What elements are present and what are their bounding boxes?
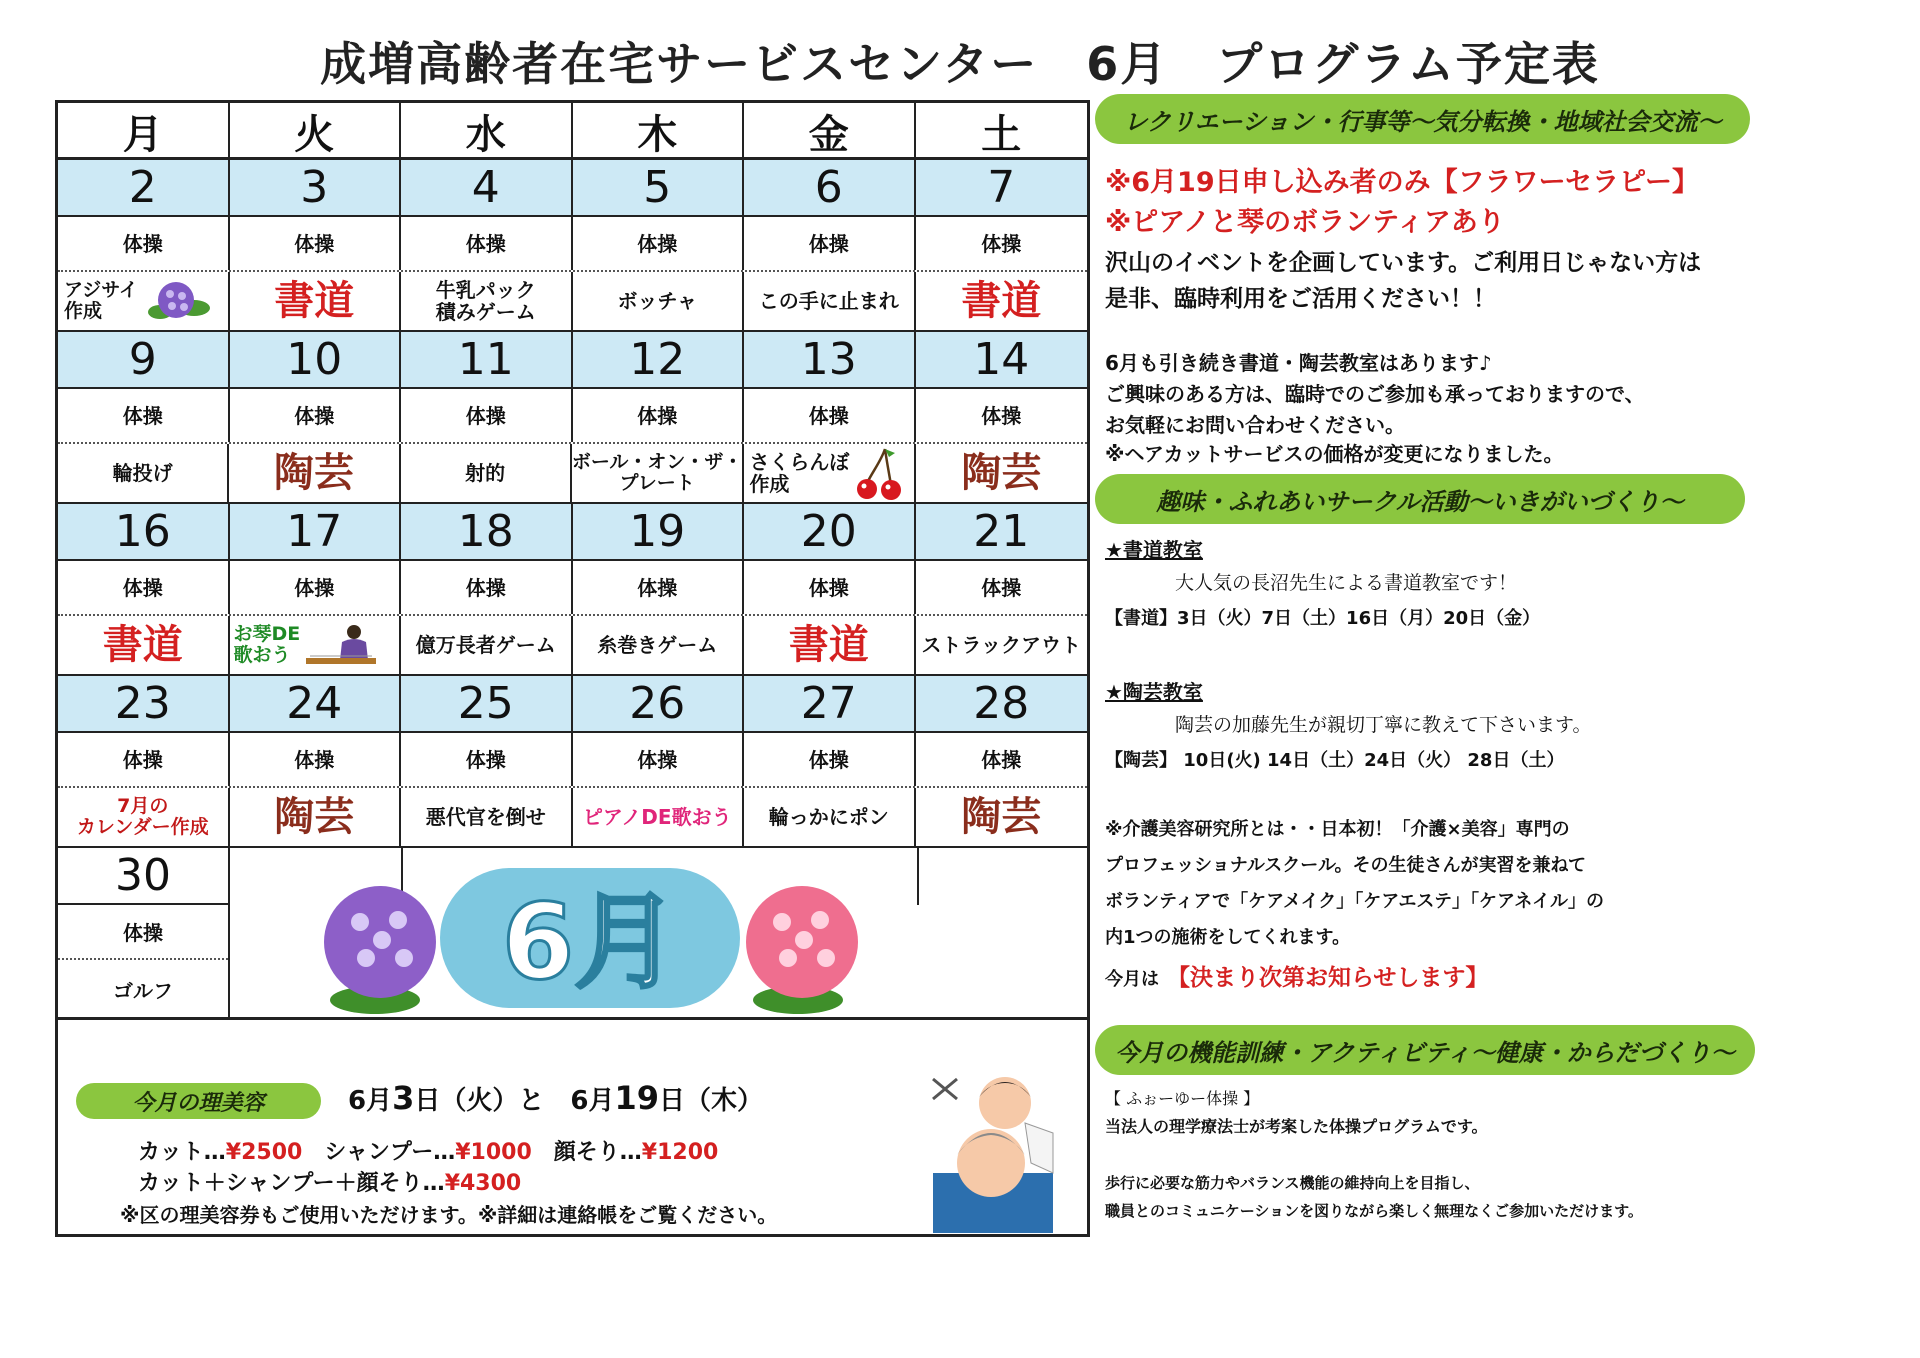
shodo-desc: 大人気の長沼先生による書道教室です！ <box>1175 572 1518 594</box>
info-text: 沢山のイベントを企画しています。ご利用日じゃない方は <box>1105 250 1702 276</box>
week-row <box>58 676 1087 848</box>
barber-illustration <box>913 1063 1073 1233</box>
exercise-cell: 体操 <box>573 561 745 614</box>
activity-cell: 陶芸 <box>229 444 400 502</box>
info-text: ※ヘアカットサービスの価格が変更になりました。 <box>1105 442 1564 466</box>
week-row <box>58 504 1087 676</box>
info-text: ※介護美容研究所とは・・日本初！「介護×美容」専門の <box>1105 819 1570 840</box>
toge-desc: 陶芸の加藤先生が親切丁寧に教えて下さいます。 <box>1175 714 1592 736</box>
date-cell: 11 <box>401 332 573 387</box>
activity-cell: ボール・オン・ザ・ プレート <box>572 444 745 502</box>
exercise-cell: 体操 <box>744 561 916 614</box>
salon-date-text: 日（火）と 6月 <box>414 1086 615 1116</box>
hydrangea-icon <box>142 278 212 324</box>
date-cell: 7 <box>987 162 1016 213</box>
info-text: 当法人の理学療法士が考案した体操プログラムです。 <box>1105 1117 1488 1136</box>
june-banner-text: 6月 <box>501 881 679 1003</box>
salon-note: ※区の理美容券もご使用いただけます。※詳細は連絡帳をご覧ください。 <box>120 1203 778 1227</box>
activity-cell: 牛乳パック 積みゲーム <box>401 272 573 330</box>
info-text: 【 ふぉーゆー体操 】 <box>1105 1089 1260 1108</box>
activity-cell: 書道 <box>230 272 402 330</box>
exercise-cell: 体操 <box>401 561 573 614</box>
date-cell: 14 <box>973 334 1030 385</box>
activity-cell: 射的 <box>401 444 572 502</box>
activity-cell: ピアノDE歌おう <box>573 788 745 846</box>
date-cell: 6 <box>744 160 916 215</box>
activity-cell: ストラックアウト <box>921 633 1082 657</box>
date-cell: 18 <box>401 504 573 559</box>
date-cell: 12 <box>573 332 745 387</box>
exercise-cell: 体操 <box>58 389 230 442</box>
price-item: シャンプー… <box>302 1140 456 1165</box>
cherry-icon <box>851 445 907 501</box>
activity-cell <box>230 616 402 674</box>
exercise-cell: 体操 <box>58 217 230 270</box>
price-list <box>138 1137 718 1199</box>
exercise-cell: 体操 <box>573 389 745 442</box>
exercise-cell: 体操 <box>401 389 573 442</box>
date-cell: 10 <box>230 332 402 387</box>
page-title: 成増高齢者在宅サービスセンター 6月 プログラム予定表 <box>320 37 1600 91</box>
salon-date-text: 日（木） <box>658 1086 763 1116</box>
exercise-cell: 体操 <box>58 733 230 786</box>
date-cell: 19 <box>573 504 745 559</box>
info-text: 是非、臨時利用をご活用ください！！ <box>1105 286 1496 312</box>
section-recreation-label: レクリエーション・行事等～気分転換・地域社会交流～ <box>1095 94 1750 144</box>
date-cell: 24 <box>230 676 402 731</box>
date-cell: 20 <box>744 504 916 559</box>
date-cell: 28 <box>973 678 1030 729</box>
activity-cell: 億万長者ゲーム <box>401 616 573 674</box>
activity-cell: 陶芸 <box>961 449 1042 496</box>
week-row <box>58 332 1087 504</box>
activity-cell: 陶芸 <box>230 788 402 846</box>
toge-title: ★陶芸教室 <box>1105 680 1203 704</box>
activity-cell: 7月の カレンダー作成 <box>58 788 230 846</box>
activity-cell: 糸巻きゲーム <box>573 616 745 674</box>
date-cell: 16 <box>58 504 230 559</box>
date-cell: 5 <box>573 160 745 215</box>
activity-label: さくらんぼ 作成 <box>749 450 850 496</box>
date-cell: 4 <box>401 160 573 215</box>
info-text: ご興味のある方は、臨時でのご参加も承っておりますので、 <box>1105 382 1645 406</box>
info-text-highlight: 【決まり次第お知らせします】 <box>1167 965 1489 991</box>
june-banner-illustration <box>320 850 920 1030</box>
date-cell: 27 <box>744 676 916 731</box>
info-text: 歩行に必要な筋力やバランス機能の維持向上を目指し、 <box>1105 1174 1480 1192</box>
exercise-cell: 体操 <box>401 217 573 270</box>
price-item: カット＋シャンプー＋顔そり… <box>138 1171 445 1196</box>
section-hobby-label: 趣味・ふれあいサークル活動～いきがいづくり～ <box>1095 474 1745 524</box>
info-text: 6月も引き続き書道・陶芸教室はあります♪ <box>1105 351 1492 375</box>
salon-date-number: 3 <box>392 1079 415 1117</box>
salon-dates <box>348 1079 763 1117</box>
date-cell: 23 <box>58 676 230 731</box>
activity-cell <box>58 272 230 330</box>
salon-date-number: 19 <box>614 1079 659 1117</box>
week-row <box>58 160 1087 332</box>
exercise-cell: 体操 <box>981 231 1022 256</box>
notice-red: ※ピアノと琴のボランティアあり <box>1105 207 1505 238</box>
date-cell: 13 <box>744 332 916 387</box>
activity-cell: この手に止まれ <box>744 272 916 330</box>
activity-cell: 輪っかにポン <box>744 788 916 846</box>
price-value: ¥4300 <box>444 1171 522 1196</box>
activity-cell: ボッチャ <box>573 272 745 330</box>
exercise-cell: 体操 <box>981 403 1022 428</box>
date-cell: 25 <box>401 676 573 731</box>
shodo-title: ★書道教室 <box>1105 538 1203 562</box>
exercise-cell: 体操 <box>573 733 745 786</box>
date-cell: 17 <box>230 504 402 559</box>
exercise-cell: 体操 <box>981 575 1022 600</box>
date-cell: 3 <box>230 160 402 215</box>
weekday-tue: 火 <box>230 103 402 160</box>
activity-cell: 書道 <box>961 277 1042 324</box>
shodo-dates: 【書道】3日（火）7日（土）16日（月）20日（金） <box>1105 608 1541 629</box>
price-line <box>138 1168 718 1199</box>
salon-date-text: 6月 <box>348 1086 393 1116</box>
weekday-header <box>58 103 1087 160</box>
date-cell: 30 <box>58 848 228 905</box>
info-column <box>1095 0 1905 1358</box>
calendar <box>55 100 1090 1237</box>
price-item: カット… <box>138 1140 226 1165</box>
price-value: ¥1200 <box>641 1140 719 1165</box>
price-value: ¥2500 <box>225 1140 303 1165</box>
info-text: お気軽にお問い合わせください。 <box>1105 413 1405 437</box>
info-text: 内1つの施術をしてくれます。 <box>1105 927 1351 948</box>
date-cell: 21 <box>973 506 1030 557</box>
toge-dates: 【陶芸】 10日(火) 14日（土）24日（火） 28日（土） <box>1105 750 1565 771</box>
exercise-cell: 体操 <box>401 733 573 786</box>
activity-cell: 書道 <box>744 616 916 674</box>
exercise-cell: 体操 <box>573 217 745 270</box>
exercise-cell: 体操 <box>230 733 402 786</box>
info-text: 職員とのコミュニケーションを図りながら楽しく無理なくご参加いただけます。 <box>1105 1202 1643 1220</box>
weekday-thu: 木 <box>573 103 745 160</box>
weekday-fri: 金 <box>744 103 916 160</box>
weekday-sat: 土 <box>981 111 1022 158</box>
exercise-cell: 体操 <box>230 561 402 614</box>
info-text: プロフェッショナルスクール。その生徒さんが実習を兼ねて <box>1105 855 1587 876</box>
date-cell: 2 <box>58 160 230 215</box>
info-text <box>1105 959 1488 992</box>
exercise-cell: 体操 <box>744 217 916 270</box>
koto-player-icon <box>302 620 378 670</box>
activity-cell <box>744 444 915 502</box>
activity-cell: ゴルフ <box>113 978 173 1003</box>
weekday-mon: 月 <box>58 103 230 160</box>
activity-cell: 書道 <box>58 616 230 674</box>
activity-label: アジサイ 作成 <box>64 279 138 322</box>
exercise-cell: 体操 <box>230 389 402 442</box>
price-item: 顔そり… <box>531 1140 642 1165</box>
date-cell: 9 <box>58 332 230 387</box>
weekday-wed: 水 <box>401 103 573 160</box>
price-line <box>138 1137 718 1168</box>
info-text: ボランティアで「ケアメイク」「ケアエステ」「ケアネイル」の <box>1105 891 1604 912</box>
activity-cell: 悪代官を倒せ <box>401 788 573 846</box>
notice-red: ※6月19日申し込み者のみ【フラワーセラピー】 <box>1105 167 1699 198</box>
salon-label: 今月の理美容 <box>76 1083 321 1119</box>
salon-section <box>58 1063 1087 1240</box>
section-exercise-label: 今月の機能訓練・アクティビティ～健康・からだづくり～ <box>1095 1025 1755 1075</box>
exercise-cell: 体操 <box>981 747 1022 772</box>
day-column <box>58 848 230 1020</box>
exercise-cell: 体操 <box>58 561 230 614</box>
date-cell: 26 <box>573 676 745 731</box>
price-value: ¥1000 <box>455 1140 532 1165</box>
activity-cell: 陶芸 <box>961 793 1042 840</box>
activity-label: お琴DE 歌おう <box>233 623 301 666</box>
info-text-part: 今月は <box>1105 969 1159 990</box>
activity-cell: 輪投げ <box>58 444 229 502</box>
exercise-cell: 体操 <box>230 217 402 270</box>
exercise-cell: 体操 <box>58 905 228 960</box>
exercise-cell: 体操 <box>744 733 916 786</box>
exercise-cell: 体操 <box>744 389 916 442</box>
